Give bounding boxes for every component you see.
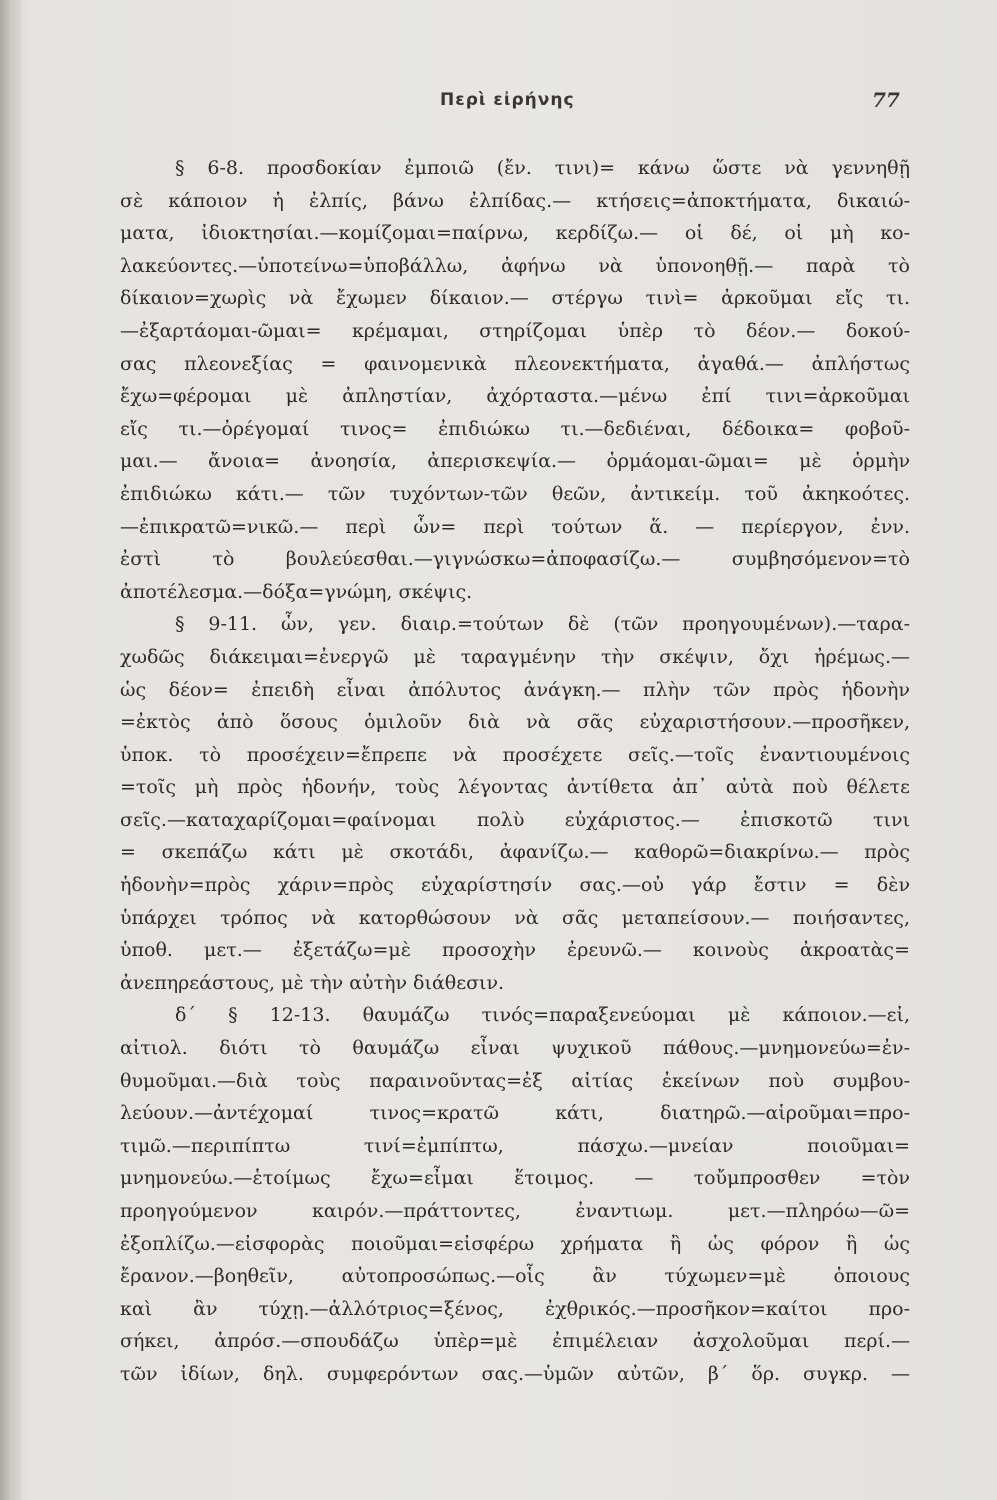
text-line: =ἐκτὸς ἀπὸ ὅσους ὁμιλοῦν διὰ νὰ σᾶς εὐχαριστήσουν.—προσῆκεν,: [120, 711, 910, 734]
text-line: ἐπιδιώκω κάτι.— τῶν τυχόντων-τῶν θεῶν, ἀντικείμ. τοῦ ἀκηκοότες.: [120, 482, 910, 505]
text-line: θυμοῦμαι.—διὰ τοὺς παραινοῦντας=ἐξ αἰτίας ἐκείνων ποὺ συμβου-: [120, 1069, 910, 1092]
text-line: σας πλεονεξίας = φαινομενικὰ πλεονεκτήματα, ἀγαθά.— ἀπλήστως: [120, 352, 910, 375]
page-spine-shadow: [0, 0, 22, 1500]
text-line: § 6-8. προσδοκίαν ἐμποιῶ (ἔν. τινι)= κάνω ὥστε νὰ γεννηθῇ: [175, 157, 910, 179]
page-body: [120, 152, 910, 1391]
text-line: ἀνεπηρεάστους, μὲ τὴν αὐτὴν διάθεσιν.: [120, 971, 505, 994]
text-line: λεύουν.—ἀντέχομαί τινος=κρατῶ κάτι, διατηρῶ.—αἱροῦμαι=προ-: [120, 1102, 910, 1125]
text-line: δίκαιον=χωρὶς νὰ ἔχωμεν δίκαιον.— στέργω τινὶ= ἀρκοῦμαι εἴς τι.: [120, 287, 910, 310]
text-line: τῶν ἰδίων, δηλ. συμφερόντων σας.—ὑμῶν αὐτῶν, β´ ὅρ. συγκρ. —: [120, 1362, 910, 1385]
text-line: σὲ κάποιον ἡ ἐλπίς, βάνω ἐλπίδας.— κτήσεις=ἀποκτήματα, δικαιώ-: [120, 189, 910, 212]
text-line: —ἐξαρτάομαι-ῶμαι= κρέμαμαι, στηρίζομαι ὑπὲρ τὸ δέον.— δοκού-: [120, 319, 910, 342]
text-line: σήκει, ἀπρόσ.—σπουδάζω ὑπὲρ=μὲ ἐπιμέλειαν ἀσχολοῦμαι περί.—: [120, 1330, 910, 1353]
text-line: δ´ § 12-13. θαυμάζω τινός=παραξενεύομαι μὲ κάποιον.—εἰ,: [175, 1004, 910, 1027]
text-line: μνημονεύω.—ἑτοίμως ἔχω=εἶμαι ἕτοιμος. — τοὔμπροσθεν =τὸν: [120, 1167, 910, 1190]
text-line: =τοῖς μὴ πρὸς ἡδονήν, τοὺς λέγοντας ἀντίθετα ἀπ᾿ αὐτὰ ποὺ θέλετε: [120, 776, 910, 799]
text-line: ὑποθ. μετ.— ἐξετάζω=μὲ προσοχὴν ἐρευνῶ.— κοινοὺς ἀκροατὰς=: [120, 939, 910, 962]
text-line: ἀποτέλεσμα.—δόξα=γνώμη, σκέψις.: [120, 580, 473, 603]
text-line: ὑπάρχει τρόπος νὰ κατορθώσουν νὰ σᾶς μεταπείσουν.— ποιήσαντες,: [120, 906, 910, 929]
text-line: χωδῶς διάκειμαι=ἐνεργῶ μὲ ταραγμένην τὴν σκέψιν, ὄχι ἠρέμως.—: [120, 645, 910, 668]
text-line: εἴς τι.—ὀρέγομαί τινος= ἐπιδιώκω τι.—δεδιέναι, δέδοικα= φοβοῦ-: [120, 417, 910, 440]
text-line: ἔρανον.—βοηθεῖν, αὐτοπροσώπως.—οἷς ἂν τύχωμεν=μὲ ὁποιους: [120, 1265, 910, 1288]
text-line: —ἐπικρατῶ=νικῶ.— περὶ ὧν= περὶ τούτων ἅ. — περίεργον, ἐνν.: [120, 515, 910, 538]
text-line: ἐξοπλίζω.—εἰσφορὰς ποιοῦμαι=εἰσφέρω χρήματα ἢ ὡς φόρον ἢ ὡς: [120, 1232, 910, 1255]
text-line: σεῖς.—καταχαρίζομαι=φαίνομαι πολὺ εὐχάριστος.— ἐπισκοτῶ τινι: [120, 808, 910, 831]
text-line: λακεύοντες.—ὑποτείνω=ὑποβάλλω, ἀφήνω νὰ ὑπονοηθῇ.— παρὰ τὸ: [120, 254, 910, 277]
page-number: 77: [872, 88, 900, 112]
running-header: Περὶ εἰρήνης: [440, 90, 575, 110]
text-line: ὡς δέον= ἐπειδὴ εἶναι ἀπόλυτος ἀνάγκη.— πλὴν τῶν πρὸς ἡδονὴν: [120, 678, 910, 701]
text-line: προηγούμενον καιρόν.—πράττοντες, ἐναντιωμ. μετ.—πληρόω—ῶ=: [120, 1200, 910, 1222]
text-line: ματα, ἰδιοκτησίαι.—κομίζομαι=παίρνω, κερδίζω.— οἱ δέ, οἱ μὴ κο-: [120, 222, 910, 245]
text-line: ἐστὶ τὸ βουλεύεσθαι.—γιγνώσκω=ἀποφασίζω.— συμβησόμενον=τὸ: [120, 548, 910, 571]
text-line: § 9-11. ὧν, γεν. διαιρ.=τούτων δὲ (τῶν προηγουμένων).—ταρα-: [175, 613, 910, 636]
text-line: μαι.— ἄνοια= ἀνοησία, ἀπερισκεψία.— ὁρμάομαι-ῶμαι= μὲ ὁρμὴν: [120, 450, 910, 473]
text-line: = σκεπάζω κάτι μὲ σκοτάδι, ἀφανίζω.— καθορῶ=διακρίνω.— πρὸς: [120, 841, 910, 864]
text-line: καὶ ἂν τύχῃ.—ἀλλότριος=ξένος, ἐχθρικός.—προσῆκον=καίτοι προ-: [120, 1297, 910, 1320]
text-line: ἔχω=φέρομαι μὲ ἀπληστίαν, ἀχόρταστα.—μένω ἐπί τινι=ἀρκοῦμαι: [120, 385, 910, 408]
text-line: τιμῶ.—περιπίπτω τινί=ἐμπίπτω, πάσχω.—μνείαν ποιοῦμαι=: [120, 1134, 910, 1157]
text-line: αἰτιολ. διότι τὸ θαυμάζω εἶναι ψυχικοῦ πάθους.—μνημονεύω=ἐν-: [120, 1037, 910, 1060]
text-line: ὑποκ. τὸ προσέχειν=ἔπρεπε νὰ προσέχετε σεῖς.—τοῖς ἐναντιουμένοις: [120, 743, 910, 766]
text-line: ἡδονὴν=πρὸς χάριν=πρὸς εὐχαρίστησίν σας.—οὐ γάρ ἔστιν = δὲν: [120, 874, 910, 897]
